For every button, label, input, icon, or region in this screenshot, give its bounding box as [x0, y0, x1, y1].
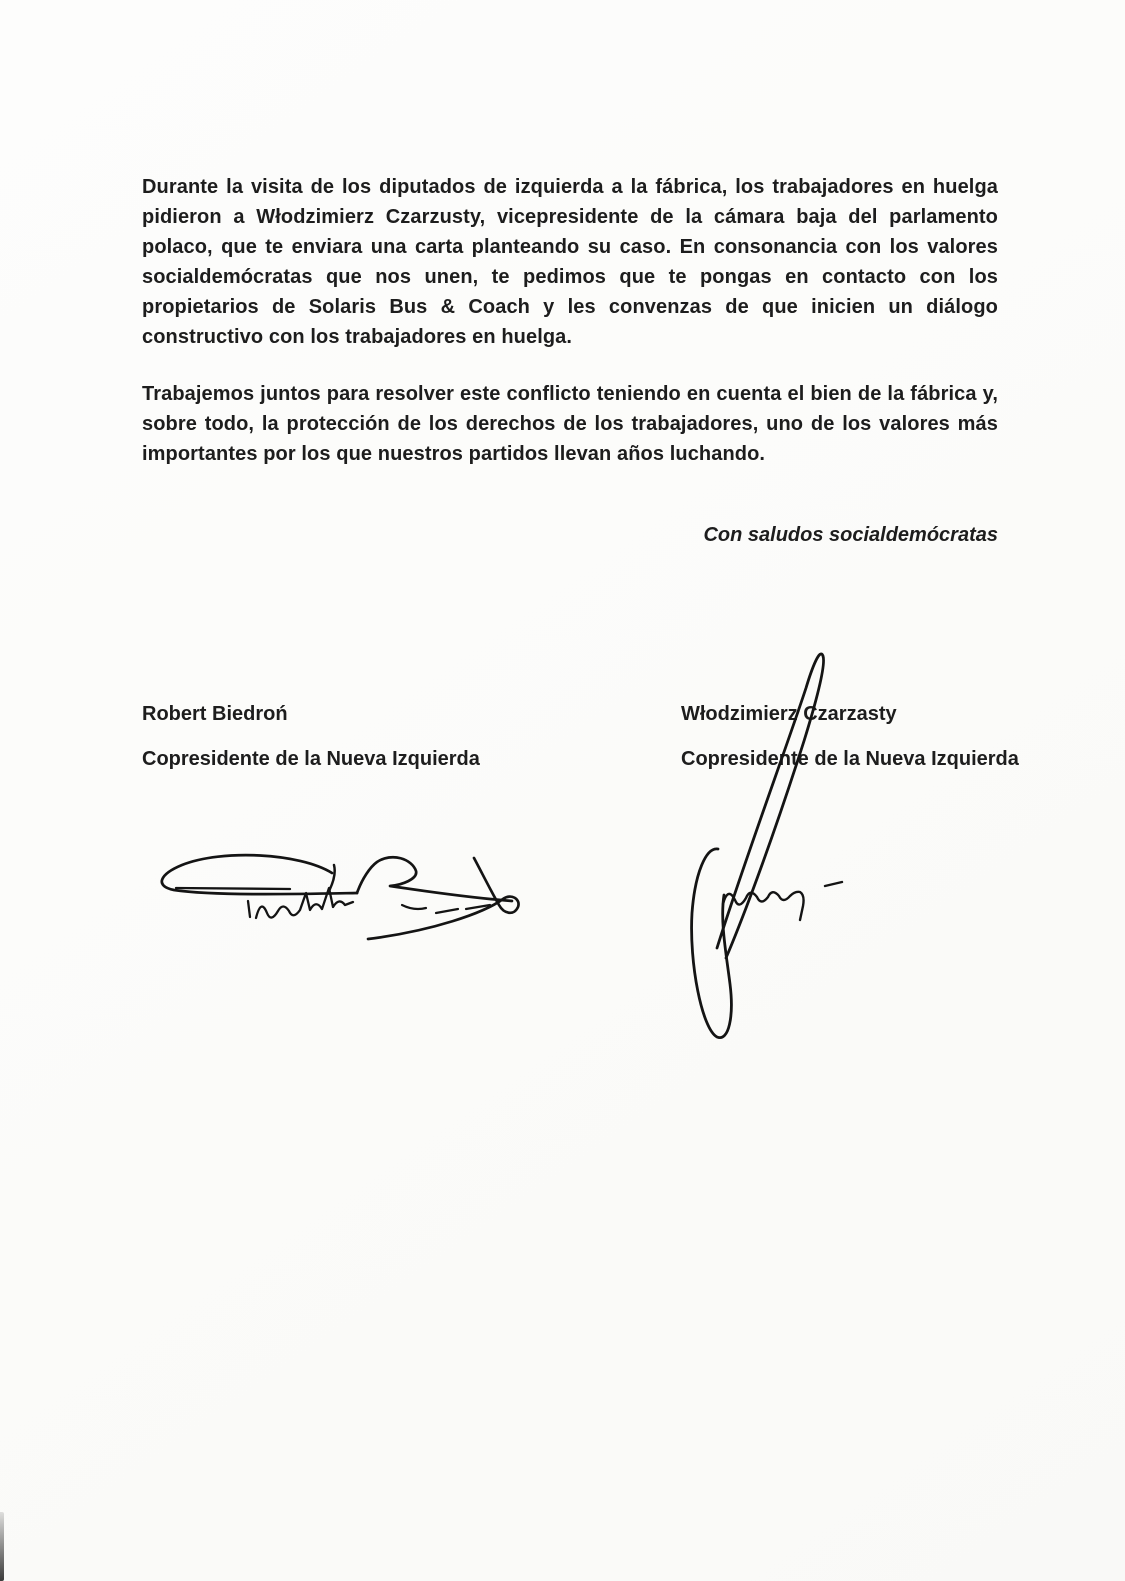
closing-salutation: Con saludos socialdemócratas: [703, 524, 998, 546]
signatory-name-wlodzimierz-czarzasty: Włodzimierz Czarzasty: [681, 703, 897, 725]
signatory-title-wlodzimierz-czarzasty: Copresidente de la Nueva Izquierda: [681, 748, 1019, 770]
signature-robert-biedron-ink: [150, 843, 540, 948]
signatory-name-robert-biedron: Robert Biedroń: [142, 703, 288, 725]
signature-wlodzimierz-czarzasty-ink: [660, 633, 860, 1043]
signatory-title-robert-biedron: Copresidente de la Nueva Izquierda: [142, 748, 480, 770]
scan-edge-artifact: [0, 1512, 4, 1581]
body-paragraph-1: Durante la visita de los diputados de izquierda a la fábrica, los trabajadores en huelga pidieron a Włodzimierz Czarzusty, vicepresidente de la cámara baja del parlamento polaco, que te enviara una carta planteando su caso. En consonancia con los valores socialdemócratas que nos unen, te pedimos que te pongas en contacto con los propietarios de Solaris Bus & Coach y les convenzas de que inicien un diálogo constructivo con los trabajadores en huelga.: [142, 176, 998, 348]
body-paragraph-2: Trabajemos juntos para resolver este conflicto teniendo en cuenta el bien de la fábrica y, sobre todo, la protección de los derechos de los trabajadores, uno de los valores más importantes por los que nuestros partidos llevan años luchando.: [142, 383, 998, 465]
